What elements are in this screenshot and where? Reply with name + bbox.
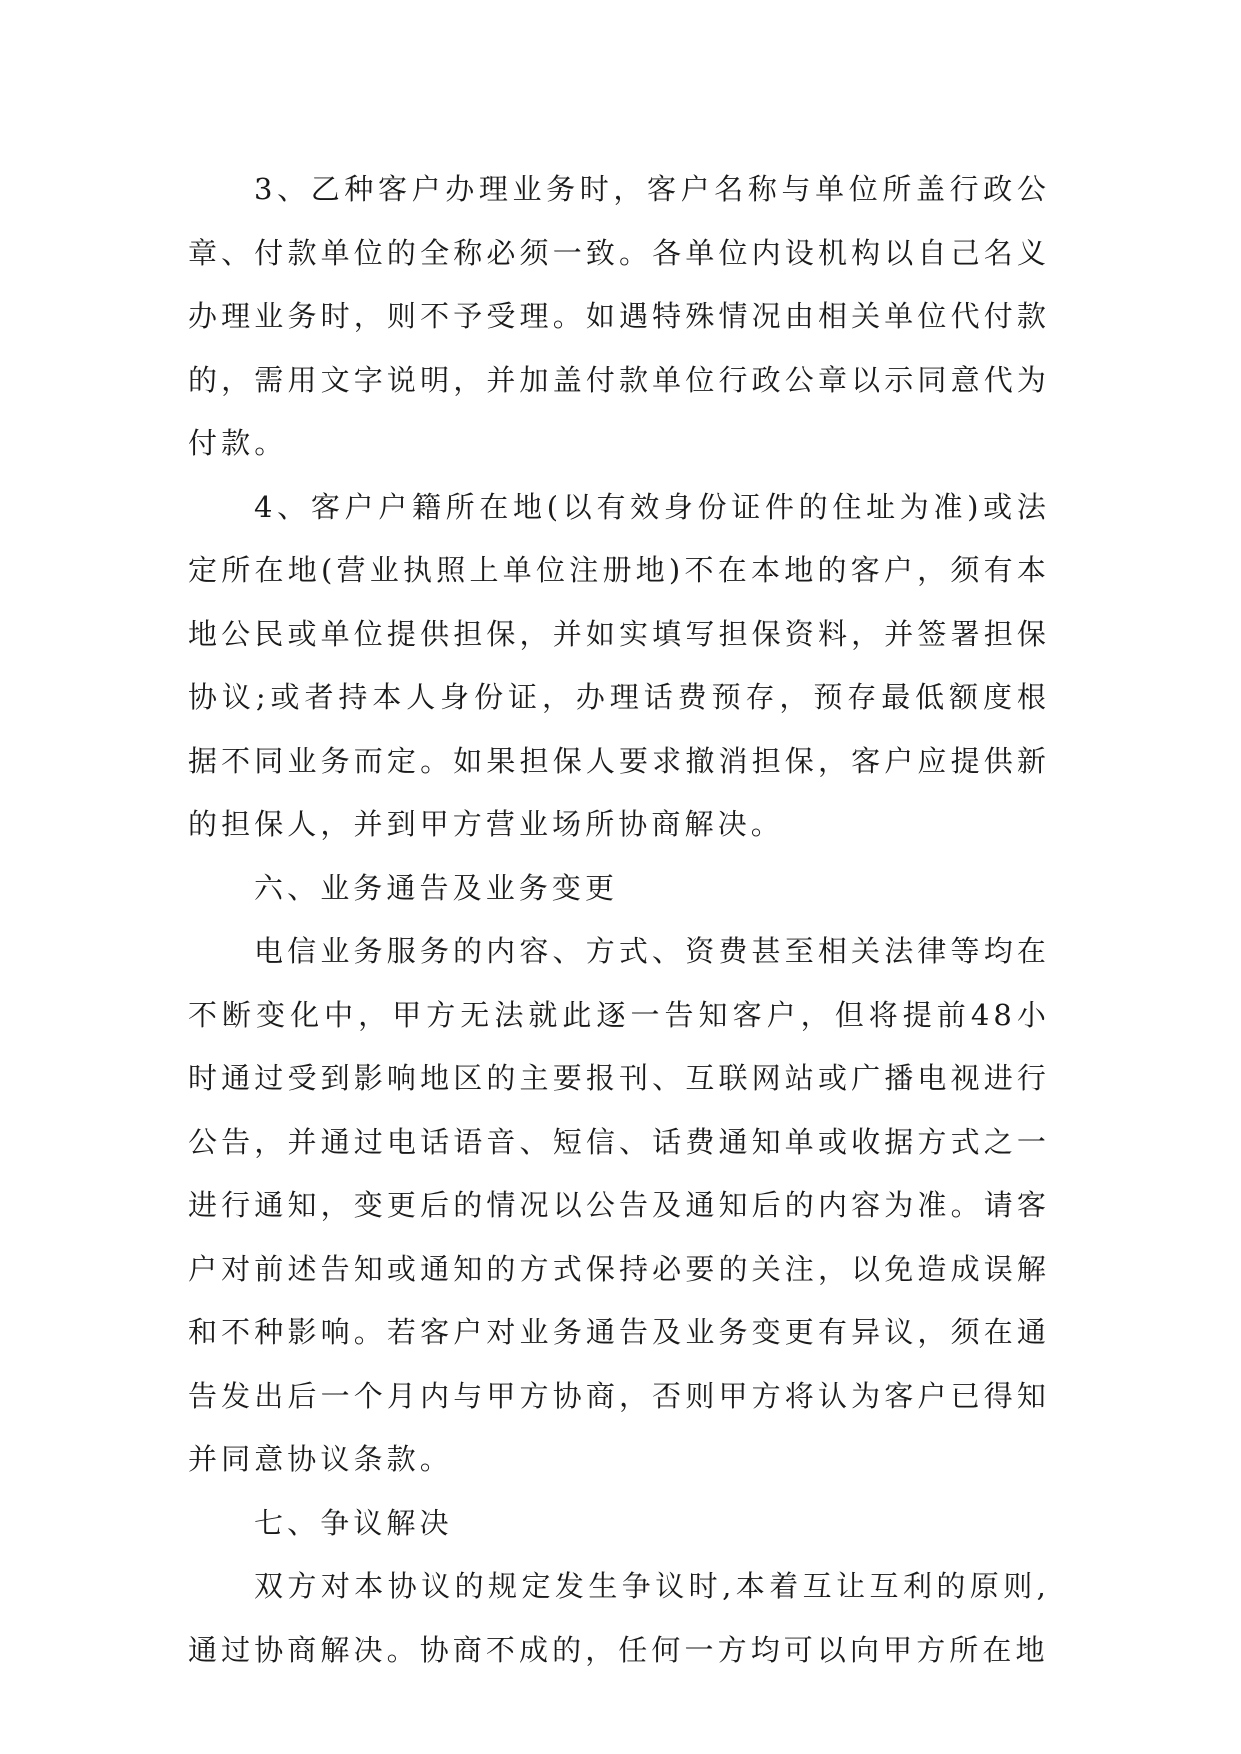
section-heading-business-notice: 六、业务通告及业务变更 (254, 870, 619, 905)
document-body (188, 158, 1050, 1682)
paragraph-dispute-resolution: 双方对本协议的规定发生争议时,本着互让互利的原则,通过协商解决。协商不成的，任何一方均可以向甲方所在地 (188, 1569, 1050, 1667)
paragraph-business-notice: 电信业务服务的内容、方式、资费甚至相关法律等均在不断变化中，甲方无法就此逐一告知客户，但将提前48小时通过受到影响地区的主要报刊、互联网站或广播电视进行公告，并通过电话语音、短信、话费通知单或收据方式之一进行通知，变更后的情况以公告及通知后的内容为准。请客户对前述告知或通知的方式保持必要的关注，以免造成误解和不种影响。若客户对业务通告及业务变更有异议，须在通告发出后一个月内与甲方协商，否则甲方将认为客户已得知并同意协议条款。 (188, 934, 1050, 1476)
section-heading-dispute-resolution: 七、争议解决 (254, 1505, 453, 1540)
paragraph-guarantee-rule: 4、客户户籍所在地(以有效身份证件的住址为准)或法定所在地(营业执照上单位注册地)不在本地的客户，须有本地公民或单位提供担保，并如实填写担保资料，并签署担保协议;或者持本人身份证，办理话费预存，预存最低额度根据不同业务而定。如果担保人要求撤消担保，客户应提供新的担保人，并到甲方营业场所协商解决。 (188, 489, 1050, 841)
paragraph-customer-name-rule: 3、乙种客户办理业务时，客户名称与单位所盖行政公章、付款单位的全称必须一致。各单位内设机构以自己名义办理业务时，则不予受理。如遇特殊情况由相关单位代付款的，需用文字说明，并加盖付款单位行政公章以示同意代为付款。 (188, 172, 1050, 460)
